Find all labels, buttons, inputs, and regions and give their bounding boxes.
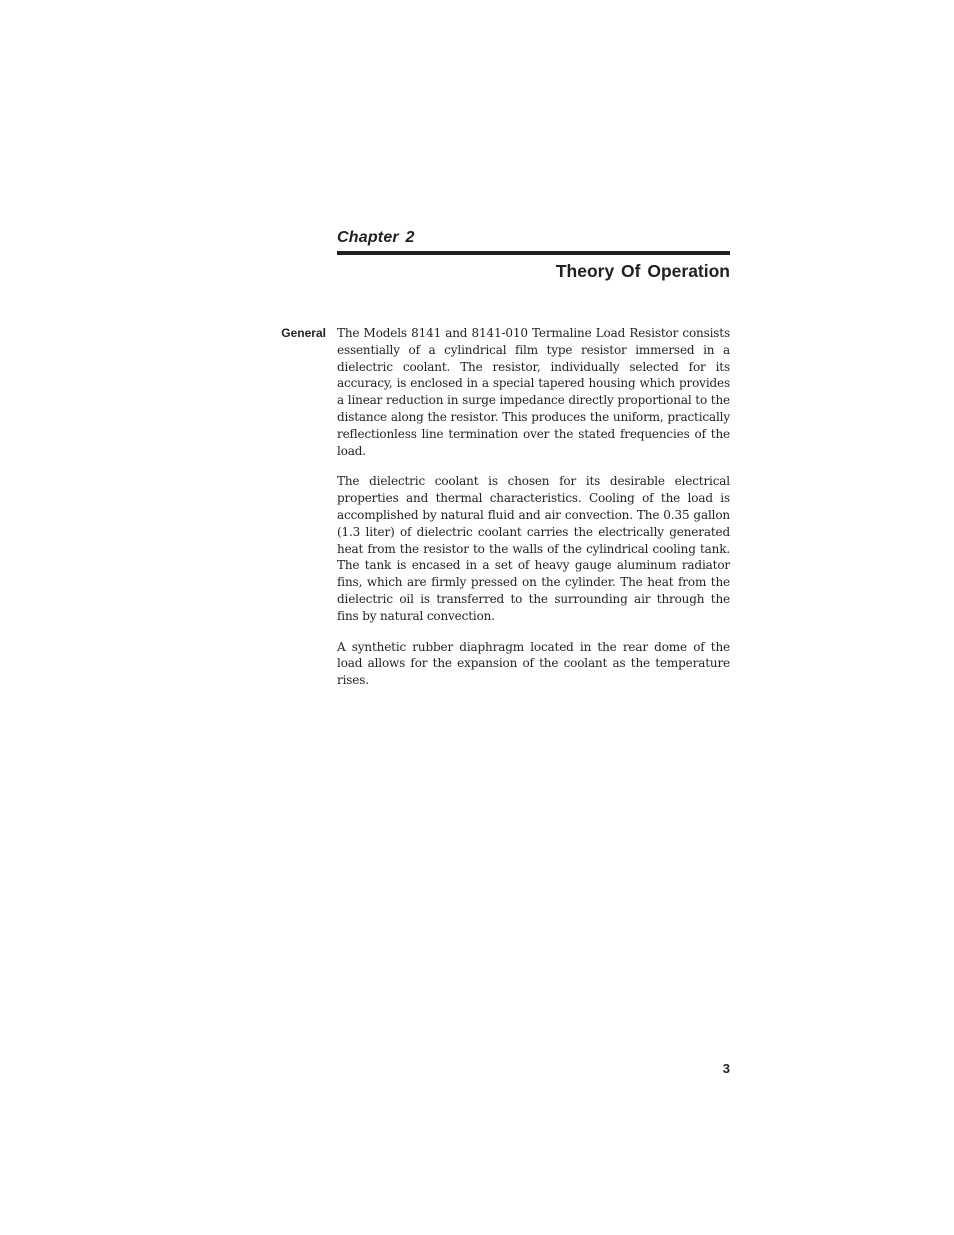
section-heading-general: General xyxy=(281,326,326,340)
chapter-label: Chapter 2 xyxy=(337,229,415,246)
page-number: 3 xyxy=(722,1061,730,1076)
paragraph: A synthetic rubber diaphragm located in the rear dome of the load allows for the expansion of the coolant as the temperature rises. xyxy=(337,639,730,688)
paragraph: The dielectric coolant is chosen for its desirable electrical properties and thermal characteristics. Cooling of the load is accomplished by natural fluid and air convection. The 0.35 gallon (1.3 liter) of dielectric coolant carries the electrically generated heat from the resistor to the walls of the cylindrical cooling tank. The tank is encased in a set of heavy gauge aluminum radiator fins, which are firmly pressed on the cylinder. The heat from the dielectric oil is transferred to the surrounding air through the fins by natural convection. xyxy=(337,474,730,623)
chapter-title: Theory Of Operation xyxy=(555,261,730,281)
chapter-rule xyxy=(337,251,730,255)
section-body xyxy=(337,325,730,703)
paragraph: The Models 8141 and 8141-010 Termaline Load Resistor consists essentially of a cylindrical film type resistor immersed in a dielectric coolant. The resistor, individually selected for its accuracy, is enclosed in a special tapered housing which provides a linear reduction in surge impedance directly proportional to the distance along the resistor. This produces the uniform, practically reflectionless line termination over the stated frequencies of the load. xyxy=(337,326,730,458)
